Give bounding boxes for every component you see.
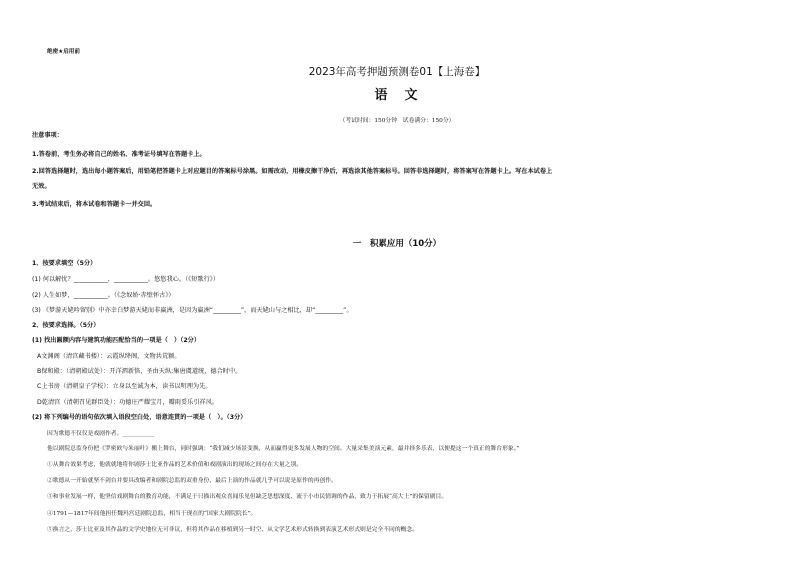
q1-heading: 1、按要求填空（5分） xyxy=(32,260,97,267)
passage-line-6: ⑤换言之，莎士比亚及其作品的文学史地位无可非议，但将其作品在移植到另一时空、从文学艺术形式转换到表演艺术形式则是完全不同的概念。 xyxy=(47,527,419,533)
q1-item-1: (1) 何以解忧？___________，___________。悠悠我心。（《短歌行》） xyxy=(32,276,220,283)
notice-item-2-cont: 无效。 xyxy=(32,183,51,190)
passage-line-0: 因为歌德不仅仅是戏剧作者。___________ xyxy=(47,431,155,437)
q2-option-d: D乾清宫（清朝召见群臣处）：功德庄严耀宝月，瓣雨妥乐引祥风。 xyxy=(37,399,219,406)
passage-line-3: ②歌德从一开始就坚不剑台并要具改编者和剧院总监的双重身份，最后上演的作品就几乎可以说是原作的再创作。 xyxy=(47,478,337,484)
notice-item-2: 2.回答选择题时，选出每小题答案后，用铅笔把答题卡上对应题目的答案标号涂黑。如需改动，用橡皮擦干净后，再选涂其他答案标号。回答非选择题时，将答案写在答题卡上。写在本试卷上 xyxy=(32,168,553,175)
exam-info: （考试时间：150分钟 试卷满分：150分） xyxy=(339,118,455,124)
q2-option-a: A文渊阁（清宫藏书楼）：云霞纵绛阁，文物共荒颍。 xyxy=(37,353,181,360)
passage-line-4: ③和事业发展一样，他坚信戏剧舞台的教育功能，不满足于只描出观众喜闻乐见但缺乏思想深度、流于小市民情调的作品，致力于拓展“高大上”的保留剧目。 xyxy=(47,494,448,500)
section-title: 一 积累应用（10分） xyxy=(352,239,442,249)
secret-mark: 绝密★启用前 xyxy=(47,49,80,55)
q2-heading: 2、按要求选择。（5分） xyxy=(32,322,100,329)
subject-title: 语 文 xyxy=(374,88,420,103)
q1-item-2: (2) 人生如梦，___________。（《念奴娇·赤壁怀古》） xyxy=(32,292,175,299)
q2-option-b: B保和殿：（清朝殿试处）：开洋泗新恪，圣由天纵;集唐虞道统，德合时中。 xyxy=(37,368,242,375)
notice-heading: 注意事项： xyxy=(32,132,63,139)
notice-item-1: 1.答卷前，考生务必将自己的姓名、准考证号填写在答题卡上。 xyxy=(32,151,206,158)
q2-sub1: (1) 找出匾额内容与建筑功能匹配恰当的一项是（ ）（2分） xyxy=(32,337,201,344)
passage-line-2: ①从舞台效果考虑，他就就地将你剧莎士比亚作品的艺术价值和戏剧演出的现场之间存在大量之别。 xyxy=(47,462,303,468)
exam-title: 2023年高考押题预测卷01【上海卷】 xyxy=(308,66,486,78)
q2-option-c: C上书房（清朝皇子学校）：立身以至诚为本，读书以明理为先。 xyxy=(37,383,212,390)
notice-item-3: 3.考试结束后，将本试卷和答题卡一并交回。 xyxy=(32,201,157,208)
passage-line-1: 他以剧院总监身份把《罗密欧与朱丽叶》搬上舞台，同时强调：“我们减少场景变换，从而赢得更多发展人物的空间。大量采集美演元素，最并择多乐表，以便提这一个真正的舞台形象。” xyxy=(47,446,520,452)
q2-sub2: (2) 将下列编号的语句依次填入语段空白处，语意连贯的一项是（ ）。（3分） xyxy=(32,414,247,421)
q1-item-3: (3) 《梦游天姥吟留别》中亦幸白梦游天姥而非赢洲，是因为赢洲“_________”，而天姥山与之相比，却“_________”。 xyxy=(32,307,353,314)
passage-line-5: ④1791—1817年间他担任魏玛宫廷剧院总监，相当于现在的“国家大剧院院长”。 xyxy=(47,511,257,517)
